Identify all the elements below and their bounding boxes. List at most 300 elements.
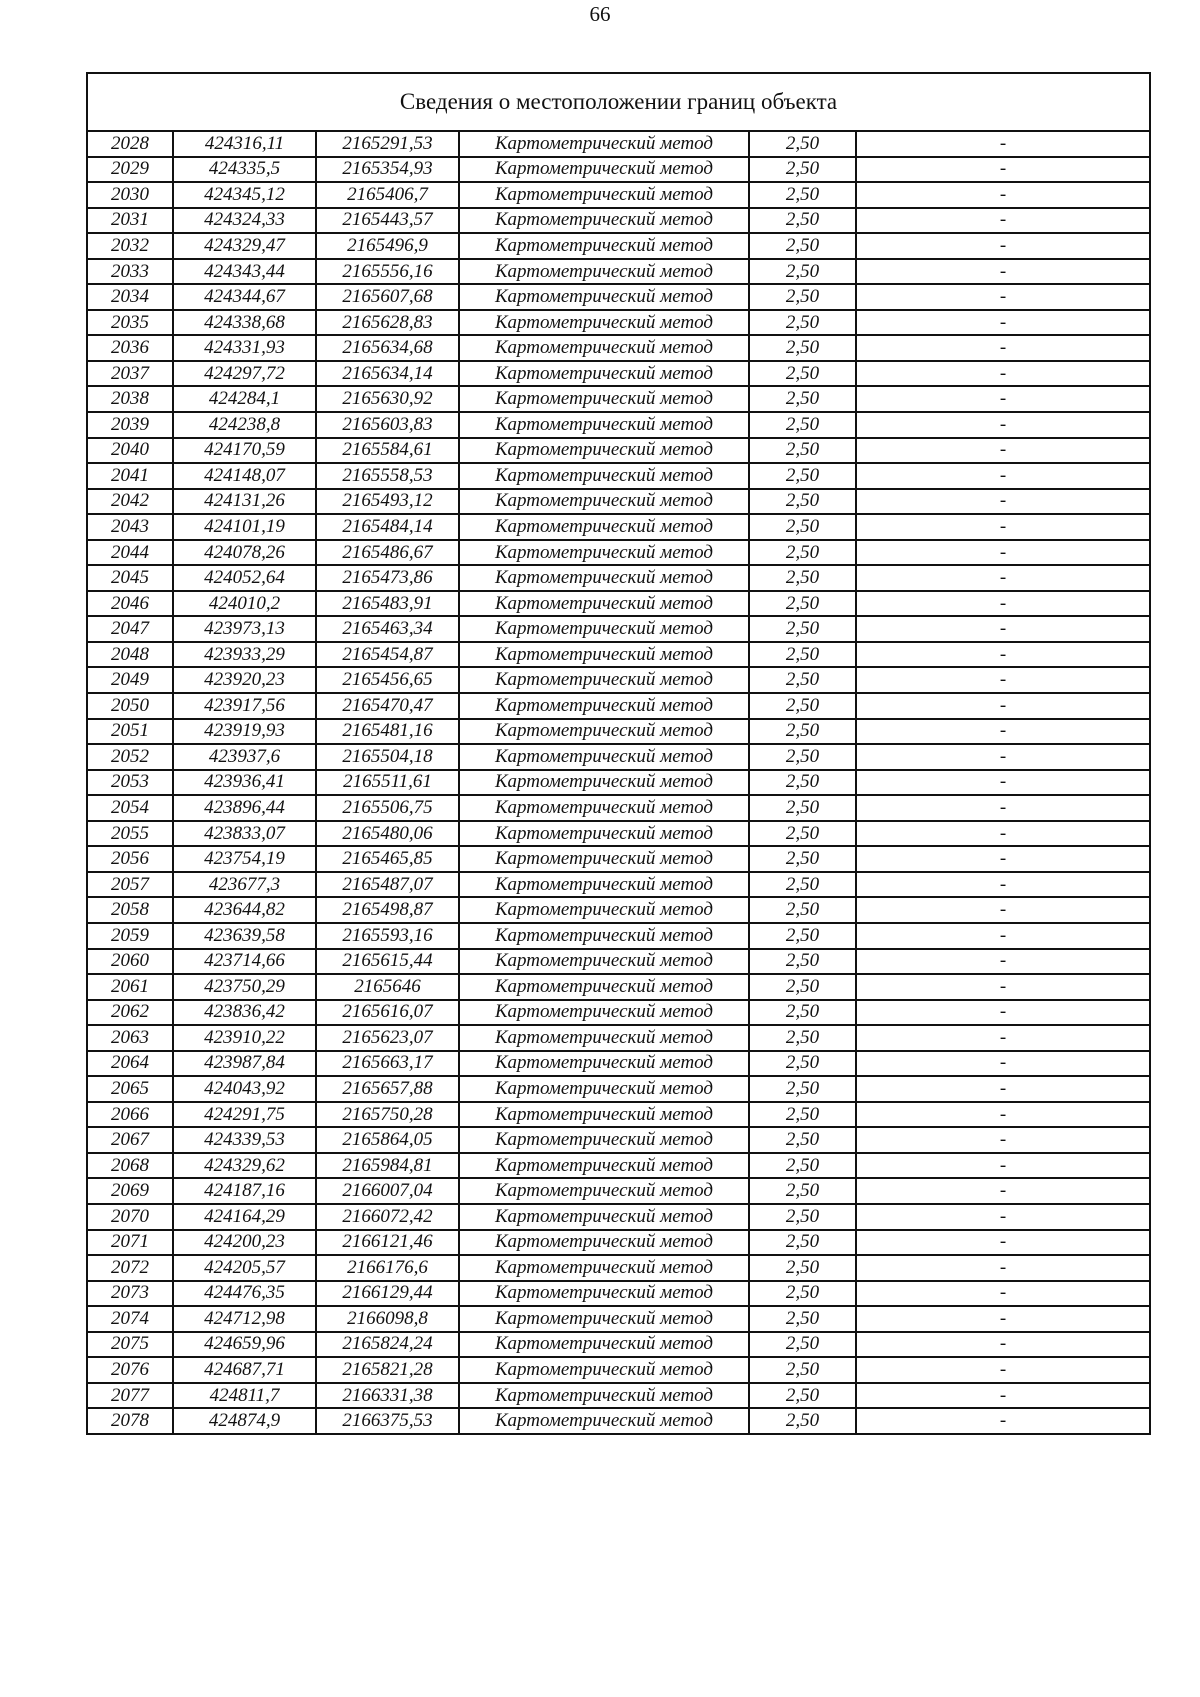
point-number-cell: 2045	[87, 565, 173, 591]
point-number-cell: 2044	[87, 540, 173, 566]
x-coordinate-cell: 423644,82	[173, 897, 316, 923]
y-coordinate-cell: 2165486,67	[316, 540, 459, 566]
accuracy-cell: 2,50	[749, 821, 856, 847]
method-cell: Картометрический метод	[459, 949, 749, 975]
method-cell: Картометрический метод	[459, 923, 749, 949]
y-coordinate-cell: 2165634,14	[316, 361, 459, 387]
x-coordinate-cell: 424476,35	[173, 1281, 316, 1307]
method-cell: Картометрический метод	[459, 974, 749, 1000]
accuracy-cell: 2,50	[749, 514, 856, 540]
accuracy-cell: 2,50	[749, 1281, 856, 1307]
method-cell: Картометрический метод	[459, 719, 749, 745]
table-row	[87, 693, 1150, 719]
point-number-cell: 2078	[87, 1408, 173, 1434]
table-row	[87, 1408, 1150, 1434]
description-cell: -	[856, 974, 1150, 1000]
accuracy-cell: 2,50	[749, 1332, 856, 1358]
description-cell: -	[856, 949, 1150, 975]
accuracy-cell: 2,50	[749, 335, 856, 361]
point-number-cell: 2043	[87, 514, 173, 540]
method-cell: Картометрический метод	[459, 1230, 749, 1256]
accuracy-cell: 2,50	[749, 1102, 856, 1128]
x-coordinate-cell: 424687,71	[173, 1357, 316, 1383]
point-number-cell: 2040	[87, 438, 173, 464]
description-cell: -	[856, 386, 1150, 412]
table-row	[87, 1306, 1150, 1332]
y-coordinate-cell: 2166331,38	[316, 1383, 459, 1409]
point-number-cell: 2060	[87, 949, 173, 975]
accuracy-cell: 2,50	[749, 667, 856, 693]
point-number-cell: 2075	[87, 1332, 173, 1358]
description-cell: -	[856, 1076, 1150, 1102]
method-cell: Картометрический метод	[459, 1000, 749, 1026]
y-coordinate-cell: 2165291,53	[316, 131, 459, 157]
description-cell: -	[856, 310, 1150, 336]
x-coordinate-cell: 424164,29	[173, 1204, 316, 1230]
method-cell: Картометрический метод	[459, 591, 749, 617]
x-coordinate-cell: 423896,44	[173, 795, 316, 821]
y-coordinate-cell: 2165481,16	[316, 719, 459, 745]
description-cell: -	[856, 897, 1150, 923]
accuracy-cell: 2,50	[749, 1153, 856, 1179]
point-number-cell: 2047	[87, 616, 173, 642]
table-row	[87, 974, 1150, 1000]
y-coordinate-cell: 2166007,04	[316, 1178, 459, 1204]
point-number-cell: 2069	[87, 1178, 173, 1204]
table-row	[87, 1076, 1150, 1102]
table-row	[87, 846, 1150, 872]
description-cell: -	[856, 463, 1150, 489]
x-coordinate-cell: 424329,62	[173, 1153, 316, 1179]
x-coordinate-cell: 424131,26	[173, 489, 316, 515]
method-cell: Картометрический метод	[459, 846, 749, 872]
x-coordinate-cell: 423937,6	[173, 744, 316, 770]
table-row	[87, 1051, 1150, 1077]
point-number-cell: 2059	[87, 923, 173, 949]
x-coordinate-cell: 423917,56	[173, 693, 316, 719]
description-cell: -	[856, 719, 1150, 745]
x-coordinate-cell: 423936,41	[173, 770, 316, 796]
x-coordinate-cell: 424052,64	[173, 565, 316, 591]
description-cell: -	[856, 1127, 1150, 1153]
description-cell: -	[856, 1383, 1150, 1409]
x-coordinate-cell: 423754,19	[173, 846, 316, 872]
x-coordinate-cell: 424238,8	[173, 412, 316, 438]
y-coordinate-cell: 2166375,53	[316, 1408, 459, 1434]
method-cell: Картометрический метод	[459, 489, 749, 515]
table-row	[87, 157, 1150, 183]
table-row	[87, 565, 1150, 591]
table-row	[87, 719, 1150, 745]
table-row	[87, 131, 1150, 157]
accuracy-cell: 2,50	[749, 1306, 856, 1332]
method-cell: Картометрический метод	[459, 1051, 749, 1077]
point-number-cell: 2076	[87, 1357, 173, 1383]
table-row	[87, 1255, 1150, 1281]
table-body	[87, 131, 1150, 1434]
table-row	[87, 1332, 1150, 1358]
description-cell: -	[856, 1204, 1150, 1230]
method-cell: Картометрический метод	[459, 438, 749, 464]
y-coordinate-cell: 2165493,12	[316, 489, 459, 515]
description-cell: -	[856, 565, 1150, 591]
method-cell: Картометрический метод	[459, 284, 749, 310]
point-number-cell: 2054	[87, 795, 173, 821]
description-cell: -	[856, 821, 1150, 847]
x-coordinate-cell: 424811,7	[173, 1383, 316, 1409]
method-cell: Картометрический метод	[459, 463, 749, 489]
x-coordinate-cell: 424338,68	[173, 310, 316, 336]
point-number-cell: 2028	[87, 131, 173, 157]
method-cell: Картометрический метод	[459, 642, 749, 668]
table-row	[87, 208, 1150, 234]
point-number-cell: 2071	[87, 1230, 173, 1256]
description-cell: -	[856, 1000, 1150, 1026]
description-cell: -	[856, 616, 1150, 642]
point-number-cell: 2037	[87, 361, 173, 387]
accuracy-cell: 2,50	[749, 386, 856, 412]
accuracy-cell: 2,50	[749, 1025, 856, 1051]
y-coordinate-cell: 2165484,14	[316, 514, 459, 540]
accuracy-cell: 2,50	[749, 974, 856, 1000]
method-cell: Картометрический метод	[459, 667, 749, 693]
description-cell: -	[856, 1102, 1150, 1128]
y-coordinate-cell: 2165498,87	[316, 897, 459, 923]
method-cell: Картометрический метод	[459, 770, 749, 796]
description-cell: -	[856, 489, 1150, 515]
point-number-cell: 2072	[87, 1255, 173, 1281]
description-cell: -	[856, 335, 1150, 361]
point-number-cell: 2033	[87, 259, 173, 285]
x-coordinate-cell: 423919,93	[173, 719, 316, 745]
y-coordinate-cell: 2165511,61	[316, 770, 459, 796]
y-coordinate-cell: 2165821,28	[316, 1357, 459, 1383]
table-row	[87, 1383, 1150, 1409]
table-row	[87, 821, 1150, 847]
y-coordinate-cell: 2165406,7	[316, 182, 459, 208]
y-coordinate-cell: 2165607,68	[316, 284, 459, 310]
method-cell: Картометрический метод	[459, 514, 749, 540]
y-coordinate-cell: 2165864,05	[316, 1127, 459, 1153]
description-cell: -	[856, 438, 1150, 464]
point-number-cell: 2035	[87, 310, 173, 336]
x-coordinate-cell: 424345,12	[173, 182, 316, 208]
y-coordinate-cell: 2165615,44	[316, 949, 459, 975]
x-coordinate-cell: 424339,53	[173, 1127, 316, 1153]
method-cell: Картометрический метод	[459, 1153, 749, 1179]
y-coordinate-cell: 2165463,34	[316, 616, 459, 642]
description-cell: -	[856, 259, 1150, 285]
x-coordinate-cell: 424343,44	[173, 259, 316, 285]
point-number-cell: 2055	[87, 821, 173, 847]
method-cell: Картометрический метод	[459, 131, 749, 157]
accuracy-cell: 2,50	[749, 1204, 856, 1230]
table-row	[87, 1357, 1150, 1383]
x-coordinate-cell: 424284,1	[173, 386, 316, 412]
point-number-cell: 2051	[87, 719, 173, 745]
description-cell: -	[856, 923, 1150, 949]
y-coordinate-cell: 2165487,07	[316, 872, 459, 898]
x-coordinate-cell: 424329,47	[173, 233, 316, 259]
point-number-cell: 2077	[87, 1383, 173, 1409]
x-coordinate-cell: 423714,66	[173, 949, 316, 975]
x-coordinate-cell: 423933,29	[173, 642, 316, 668]
y-coordinate-cell: 2165473,86	[316, 565, 459, 591]
method-cell: Картометрический метод	[459, 1178, 749, 1204]
y-coordinate-cell: 2165663,17	[316, 1051, 459, 1077]
x-coordinate-cell: 423987,84	[173, 1051, 316, 1077]
method-cell: Картометрический метод	[459, 1102, 749, 1128]
table-row	[87, 463, 1150, 489]
description-cell: -	[856, 1281, 1150, 1307]
boundary-coordinates-table	[86, 72, 1151, 1435]
description-cell: -	[856, 1332, 1150, 1358]
table-row	[87, 770, 1150, 796]
x-coordinate-cell: 423973,13	[173, 616, 316, 642]
table-row	[87, 1204, 1150, 1230]
point-number-cell: 2053	[87, 770, 173, 796]
point-number-cell: 2074	[87, 1306, 173, 1332]
accuracy-cell: 2,50	[749, 310, 856, 336]
y-coordinate-cell: 2165506,75	[316, 795, 459, 821]
accuracy-cell: 2,50	[749, 438, 856, 464]
y-coordinate-cell: 2165750,28	[316, 1102, 459, 1128]
point-number-cell: 2057	[87, 872, 173, 898]
table-row	[87, 923, 1150, 949]
x-coordinate-cell: 423750,29	[173, 974, 316, 1000]
accuracy-cell: 2,50	[749, 591, 856, 617]
description-cell: -	[856, 1025, 1150, 1051]
x-coordinate-cell: 424316,11	[173, 131, 316, 157]
description-cell: -	[856, 795, 1150, 821]
accuracy-cell: 2,50	[749, 1127, 856, 1153]
accuracy-cell: 2,50	[749, 616, 856, 642]
accuracy-cell: 2,50	[749, 923, 856, 949]
table-row	[87, 872, 1150, 898]
point-number-cell: 2036	[87, 335, 173, 361]
y-coordinate-cell: 2166121,46	[316, 1230, 459, 1256]
point-number-cell: 2066	[87, 1102, 173, 1128]
y-coordinate-cell: 2165657,88	[316, 1076, 459, 1102]
accuracy-cell: 2,50	[749, 1178, 856, 1204]
description-cell: -	[856, 1051, 1150, 1077]
x-coordinate-cell: 424170,59	[173, 438, 316, 464]
point-number-cell: 2065	[87, 1076, 173, 1102]
y-coordinate-cell: 2165470,47	[316, 693, 459, 719]
method-cell: Картометрический метод	[459, 693, 749, 719]
table-row	[87, 259, 1150, 285]
y-coordinate-cell: 2165504,18	[316, 744, 459, 770]
table-row	[87, 335, 1150, 361]
accuracy-cell: 2,50	[749, 1000, 856, 1026]
description-cell: -	[856, 1306, 1150, 1332]
accuracy-cell: 2,50	[749, 949, 856, 975]
table-row	[87, 386, 1150, 412]
y-coordinate-cell: 2165354,93	[316, 157, 459, 183]
x-coordinate-cell: 424043,92	[173, 1076, 316, 1102]
table-title-row	[87, 73, 1150, 131]
description-cell: -	[856, 872, 1150, 898]
table-row	[87, 438, 1150, 464]
point-number-cell: 2046	[87, 591, 173, 617]
accuracy-cell: 2,50	[749, 795, 856, 821]
point-number-cell: 2052	[87, 744, 173, 770]
accuracy-cell: 2,50	[749, 1357, 856, 1383]
table-row	[87, 897, 1150, 923]
method-cell: Картометрический метод	[459, 1383, 749, 1409]
method-cell: Картометрический метод	[459, 310, 749, 336]
y-coordinate-cell: 2165584,61	[316, 438, 459, 464]
table-row	[87, 1153, 1150, 1179]
table-title: Сведения о местоположении границ объекта	[87, 73, 1150, 131]
accuracy-cell: 2,50	[749, 846, 856, 872]
method-cell: Картометрический метод	[459, 233, 749, 259]
accuracy-cell: 2,50	[749, 1255, 856, 1281]
point-number-cell: 2049	[87, 667, 173, 693]
accuracy-cell: 2,50	[749, 182, 856, 208]
table-row	[87, 233, 1150, 259]
table-row	[87, 667, 1150, 693]
y-coordinate-cell: 2166176,6	[316, 1255, 459, 1281]
description-cell: -	[856, 1255, 1150, 1281]
accuracy-cell: 2,50	[749, 259, 856, 285]
accuracy-cell: 2,50	[749, 412, 856, 438]
y-coordinate-cell: 2165443,57	[316, 208, 459, 234]
accuracy-cell: 2,50	[749, 1076, 856, 1102]
x-coordinate-cell: 424205,57	[173, 1255, 316, 1281]
table-row	[87, 489, 1150, 515]
table-row	[87, 182, 1150, 208]
y-coordinate-cell: 2166098,8	[316, 1306, 459, 1332]
method-cell: Картометрический метод	[459, 1204, 749, 1230]
accuracy-cell: 2,50	[749, 744, 856, 770]
accuracy-cell: 2,50	[749, 284, 856, 310]
accuracy-cell: 2,50	[749, 131, 856, 157]
x-coordinate-cell: 424324,33	[173, 208, 316, 234]
x-coordinate-cell: 424335,5	[173, 157, 316, 183]
point-number-cell: 2058	[87, 897, 173, 923]
table-row	[87, 1102, 1150, 1128]
x-coordinate-cell: 423677,3	[173, 872, 316, 898]
accuracy-cell: 2,50	[749, 770, 856, 796]
method-cell: Картометрический метод	[459, 182, 749, 208]
description-cell: -	[856, 514, 1150, 540]
description-cell: -	[856, 131, 1150, 157]
table-row	[87, 361, 1150, 387]
accuracy-cell: 2,50	[749, 565, 856, 591]
y-coordinate-cell: 2165496,9	[316, 233, 459, 259]
table-row	[87, 949, 1150, 975]
x-coordinate-cell: 424712,98	[173, 1306, 316, 1332]
y-coordinate-cell: 2165616,07	[316, 1000, 459, 1026]
description-cell: -	[856, 1178, 1150, 1204]
method-cell: Картометрический метод	[459, 1408, 749, 1434]
description-cell: -	[856, 284, 1150, 310]
y-coordinate-cell: 2165483,91	[316, 591, 459, 617]
point-number-cell: 2050	[87, 693, 173, 719]
accuracy-cell: 2,50	[749, 463, 856, 489]
description-cell: -	[856, 412, 1150, 438]
x-coordinate-cell: 424659,96	[173, 1332, 316, 1358]
description-cell: -	[856, 208, 1150, 234]
method-cell: Картометрический метод	[459, 361, 749, 387]
accuracy-cell: 2,50	[749, 897, 856, 923]
x-coordinate-cell: 424874,9	[173, 1408, 316, 1434]
method-cell: Картометрический метод	[459, 897, 749, 923]
accuracy-cell: 2,50	[749, 693, 856, 719]
table-row	[87, 1127, 1150, 1153]
table-row	[87, 412, 1150, 438]
x-coordinate-cell: 424010,2	[173, 591, 316, 617]
description-cell: -	[856, 667, 1150, 693]
accuracy-cell: 2,50	[749, 1408, 856, 1434]
description-cell: -	[856, 1230, 1150, 1256]
point-number-cell: 2063	[87, 1025, 173, 1051]
method-cell: Картометрический метод	[459, 412, 749, 438]
description-cell: -	[856, 182, 1150, 208]
method-cell: Картометрический метод	[459, 744, 749, 770]
table-row	[87, 540, 1150, 566]
point-number-cell: 2029	[87, 157, 173, 183]
x-coordinate-cell: 423920,23	[173, 667, 316, 693]
method-cell: Картометрический метод	[459, 1025, 749, 1051]
method-cell: Картометрический метод	[459, 1306, 749, 1332]
description-cell: -	[856, 540, 1150, 566]
y-coordinate-cell: 2165646	[316, 974, 459, 1000]
table-row	[87, 616, 1150, 642]
x-coordinate-cell: 424078,26	[173, 540, 316, 566]
x-coordinate-cell: 424291,75	[173, 1102, 316, 1128]
x-coordinate-cell: 423910,22	[173, 1025, 316, 1051]
point-number-cell: 2064	[87, 1051, 173, 1077]
table-row	[87, 514, 1150, 540]
method-cell: Картометрический метод	[459, 1332, 749, 1358]
point-number-cell: 2067	[87, 1127, 173, 1153]
method-cell: Картометрический метод	[459, 259, 749, 285]
x-coordinate-cell: 423639,58	[173, 923, 316, 949]
description-cell: -	[856, 1357, 1150, 1383]
description-cell: -	[856, 1153, 1150, 1179]
description-cell: -	[856, 591, 1150, 617]
x-coordinate-cell: 424148,07	[173, 463, 316, 489]
method-cell: Картометрический метод	[459, 616, 749, 642]
y-coordinate-cell: 2165603,83	[316, 412, 459, 438]
method-cell: Картометрический метод	[459, 1357, 749, 1383]
description-cell: -	[856, 233, 1150, 259]
table-row	[87, 284, 1150, 310]
accuracy-cell: 2,50	[749, 642, 856, 668]
point-number-cell: 2032	[87, 233, 173, 259]
description-cell: -	[856, 846, 1150, 872]
method-cell: Картометрический метод	[459, 1076, 749, 1102]
y-coordinate-cell: 2165465,85	[316, 846, 459, 872]
accuracy-cell: 2,50	[749, 1383, 856, 1409]
point-number-cell: 2062	[87, 1000, 173, 1026]
x-coordinate-cell: 424344,67	[173, 284, 316, 310]
method-cell: Картометрический метод	[459, 821, 749, 847]
method-cell: Картометрический метод	[459, 540, 749, 566]
method-cell: Картометрический метод	[459, 795, 749, 821]
point-number-cell: 2042	[87, 489, 173, 515]
method-cell: Картометрический метод	[459, 1281, 749, 1307]
y-coordinate-cell: 2165480,06	[316, 821, 459, 847]
table-row	[87, 1025, 1150, 1051]
x-coordinate-cell: 424101,19	[173, 514, 316, 540]
method-cell: Картометрический метод	[459, 1127, 749, 1153]
accuracy-cell: 2,50	[749, 719, 856, 745]
x-coordinate-cell: 423833,07	[173, 821, 316, 847]
point-number-cell: 2070	[87, 1204, 173, 1230]
